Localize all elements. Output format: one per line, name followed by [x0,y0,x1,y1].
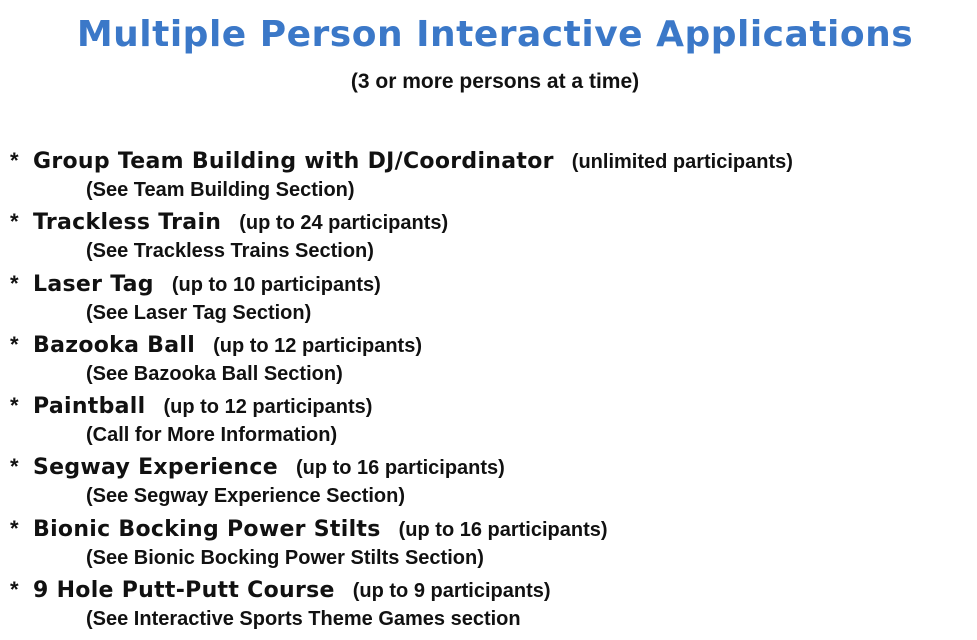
item-note: (See Team Building Section) [86,179,355,201]
page-title: Multiple Person Interactive Applications [76,14,914,55]
item-capacity: (unlimited participants) [571,151,793,173]
item-capacity: (up to 10 participants) [171,273,381,296]
bullet-marker: * [10,270,19,296]
item-capacity: (up to 12 participants) [163,396,373,419]
item-note: (See Segway Experience Section) [86,485,406,508]
bullet-marker: * [10,148,19,173]
item-capacity: (up to 24 participants) [239,212,449,235]
item-name: Laser Tag [33,271,154,297]
item-note: (See Laser Tag Section) [86,301,312,324]
item-name: Group Team Building with DJ/Coordinator [33,149,554,174]
list-item [10,516,970,577]
item-name: 9 Hole Putt-Putt Course [33,578,335,604]
item-note: (See Interactive Sports Theme Games section [86,608,521,631]
item-capacity: (up to 16 participants) [398,518,608,541]
list-item [10,577,970,638]
item-name: Bionic Bocking Power Stilts [33,516,381,542]
list-item [10,271,970,332]
item-note: (See Bazooka Ball Section) [86,362,343,385]
bullet-marker: * [10,393,19,419]
bullet-marker: * [10,577,19,603]
item-note: (Call for More Information) [86,424,338,447]
applications-list [10,148,970,638]
item-capacity: (up to 9 participants) [352,580,551,603]
item-note: (See Trackless Trains Section) [86,240,374,263]
item-name: Segway Experience [33,455,278,481]
bullet-marker: * [10,331,19,357]
bullet-marker: * [10,515,19,541]
bullet-marker: * [10,454,19,480]
page-subtitle: (3 or more persons at a time) [350,70,640,93]
item-name: Bazooka Ball [33,332,196,358]
item-capacity: (up to 16 participants) [295,457,505,480]
item-name: Trackless Train [33,210,222,236]
list-item [10,332,970,393]
item-name: Paintball [33,394,146,420]
list-item [10,209,970,270]
list-item [10,148,970,209]
list-item [10,454,970,515]
bullet-marker: * [10,209,19,235]
item-note: (See Bionic Bocking Power Stilts Section) [86,546,484,569]
list-item [10,393,970,454]
item-capacity: (up to 12 participants) [213,334,422,357]
